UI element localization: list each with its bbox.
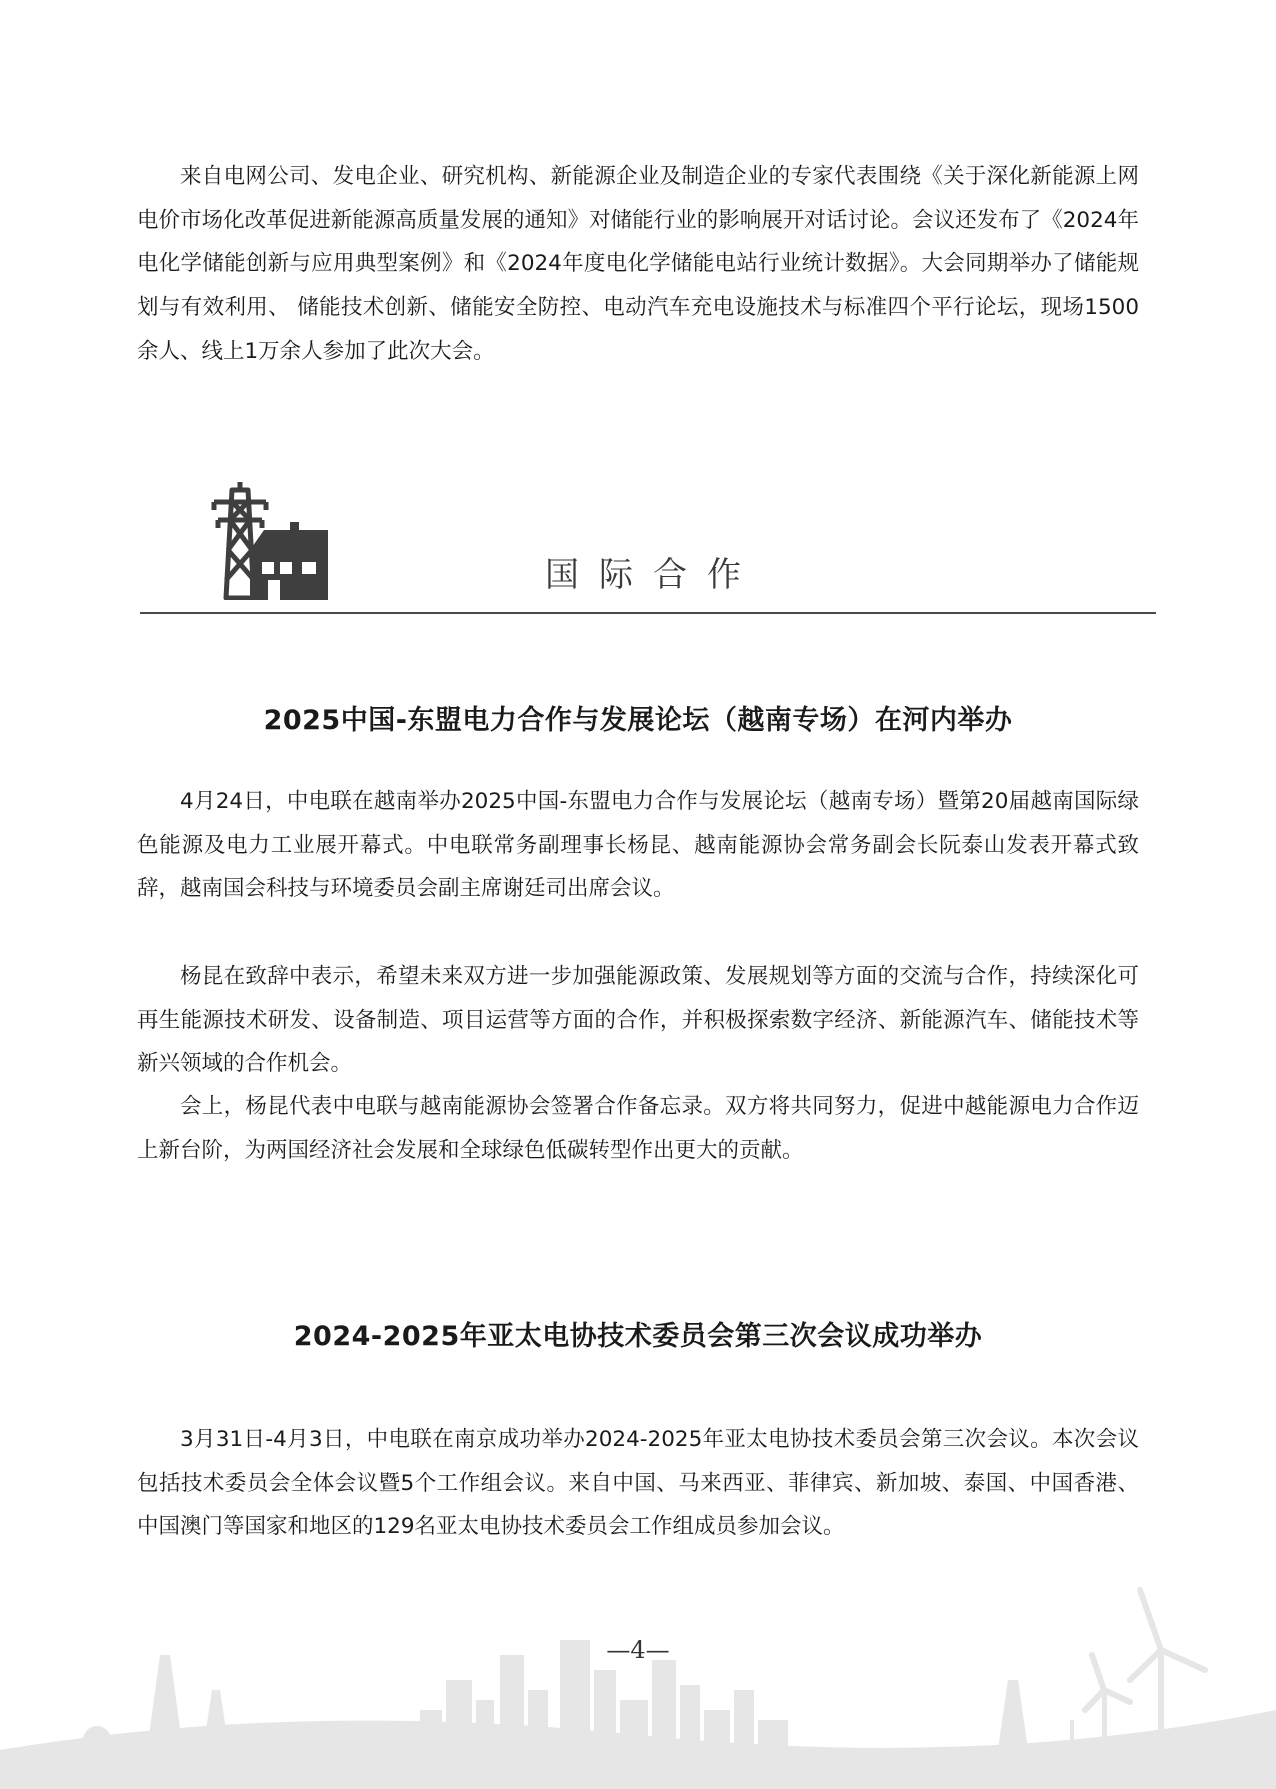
page-number: —4— [606,1636,670,1664]
section-divider [140,612,1156,614]
section-header [140,480,1156,620]
power-tower-house-icon [210,480,330,600]
article1-paragraph-2: 杨昆在致辞中表示，希望未来双方进一步加强能源政策、发展规划等方面的交流与合作，持续深化可再生能源技术研发、设备制造、项目运营等方面的合作，并积极探索数字经济、新能源汽车、储能技术等新兴领域的合作机会。 [137,964,1139,1077]
footer-skyline-illustration [0,1560,1276,1789]
article1-paragraph-3: 会上，杨昆代表中电联与越南能源协会签署合作备忘录。双方将共同努力，促进中越能源电力合作迈上新台阶，为两国经济社会发展和全球绿色低碳转型作出更大的贡献。 [137,1094,1139,1163]
intro-paragraph: 来自电网公司、发电企业、研究机构、新能源企业及制造企业的专家代表围绕《关于深化新能源上网电价市场化改革促进新能源高质量发展的通知》对储能行业的影响展开对话讨论。会议还发布了《2024年电化学储能创新与应用典型案例》和《2024年度电化学储能电站行业统计数据》。大会同期举办了储能规划与有效利用、 储能技术创新、储能安全防控、电动汽车充电设施技术与标准四个平行论坛，现场1500余人、线上1万余人参加了此次大会。 [137,164,1139,364]
section-title: 国际合作 [545,555,761,595]
article2-headline: 2024-2025年亚太电协技术委员会第三次会议成功举办 [293,1321,983,1352]
article1-paragraph-1: 4月24日，中电联在越南举办2025中国-东盟电力合作与发展论坛（越南专场）暨第20届越南国际绿色能源及电力工业展开幕式。中电联常务副理事长杨昆、越南能源协会常务副会长阮泰山发表开幕式致辞，越南国会科技与环境委员会副主席谢廷司出席会议。 [137,789,1139,902]
article2-paragraph-1: 3月31日-4月3日，中电联在南京成功举办2024-2025年亚太电协技术委员会第三次会议。本次会议包括技术委员会全体会议暨5个工作组会议。来自中国、马来西亚、菲律宾、新加坡、泰国、中国香港、中国澳门等国家和地区的129名亚太电协技术委员会工作组成员参加会议。 [137,1427,1139,1540]
article1-headline: 2025中国-东盟电力合作与发展论坛（越南专场）在河内举办 [263,705,1013,736]
